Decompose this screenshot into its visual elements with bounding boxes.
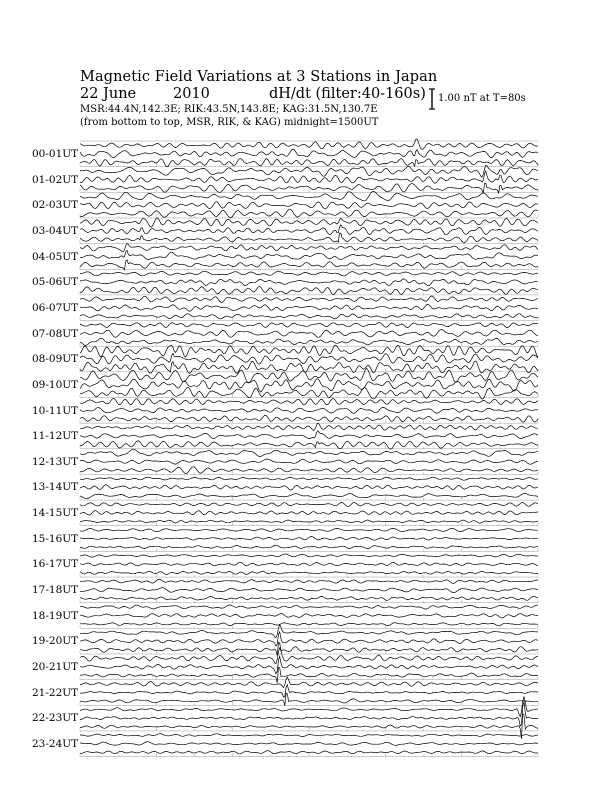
trace-rik — [80, 330, 538, 338]
trace-rik — [80, 459, 538, 464]
trace-kag — [80, 192, 538, 201]
hour-label: 16-17UT — [32, 558, 79, 571]
hour-label: 09-10UT — [32, 378, 79, 391]
hour-label: 12-13UT — [32, 455, 79, 468]
hour-label: 14-15UT — [32, 507, 79, 520]
trace-kag — [80, 296, 538, 303]
hour-label: 18-19UT — [32, 609, 79, 622]
hour-label: 00-01UT — [32, 148, 79, 160]
hour-label: 08-09UT — [32, 353, 79, 366]
hour-label: 23-24UT — [32, 737, 79, 750]
trace-rik — [80, 511, 538, 516]
hour-label: 22-23UT — [32, 712, 79, 725]
trace-rik — [80, 742, 538, 746]
trace-rik — [80, 353, 538, 364]
trace-kag — [80, 165, 538, 177]
trace-rik — [80, 171, 538, 183]
scale-label: 1.00 nT at T=80s — [438, 93, 526, 104]
trace-rik — [80, 250, 538, 259]
hour-label: 01-02UT — [32, 173, 79, 186]
trace-rik — [80, 485, 538, 490]
trace-kag — [80, 218, 538, 227]
trace-rik — [80, 279, 538, 286]
trace-rik — [80, 407, 538, 413]
hour-label: 10-11UT — [32, 404, 79, 417]
trace-kag — [80, 345, 538, 357]
hour-label: 05-06UT — [32, 276, 79, 289]
trace-kag — [80, 323, 538, 328]
trace-rik — [80, 632, 538, 646]
trace-kag — [80, 605, 538, 609]
hour-label: 06-07UT — [32, 301, 79, 314]
trace-rik — [80, 614, 538, 618]
trace-rik — [80, 562, 538, 566]
trace-kag — [80, 734, 538, 737]
trace-msr — [80, 667, 538, 683]
trace-kag — [80, 139, 538, 150]
trace-rik — [80, 588, 538, 593]
chart-title: Magnetic Field Variations at 3 Stations in Japan — [80, 69, 438, 85]
trace-rik — [80, 149, 538, 158]
hour-label: 21-22UT — [32, 686, 79, 699]
hour-label: 20-21UT — [32, 661, 79, 673]
hour-label: 04-05UT — [32, 250, 79, 263]
trace-kag — [80, 399, 538, 406]
trace-order-note: (from bottom to top, MSR, RIK, & KAG) midnight=1500UT — [80, 117, 379, 128]
trace-rik — [80, 379, 538, 392]
hour-label: 02-03UT — [32, 199, 79, 212]
trace-kag — [80, 423, 538, 430]
trace-kag — [80, 449, 538, 456]
hour-label: 03-04UT — [32, 224, 79, 237]
chart-date: 22 June — [80, 86, 137, 102]
hour-label: 19-20UT — [32, 635, 79, 648]
trace-kag — [80, 477, 538, 480]
hour-label: 15-16UT — [32, 532, 79, 545]
trace-msr — [80, 596, 538, 600]
trace-rik — [80, 304, 538, 311]
trace-kag — [80, 502, 538, 506]
trace-kag — [80, 579, 538, 583]
hour-label: 07-08UT — [32, 327, 79, 340]
trace-kag — [80, 554, 538, 557]
hour-label: 13-14UT — [32, 481, 79, 494]
station-coordinates: MSR:44.4N,142.3E; RIK:43.5N,143.8E; KAG:31.5N,130.7E — [80, 104, 378, 115]
trace-kag — [80, 243, 538, 252]
trace-rik — [80, 431, 538, 439]
trace-rik — [80, 537, 538, 541]
trace-rik — [80, 225, 538, 235]
trace-rik — [80, 685, 538, 697]
hour-label: 17-18UT — [32, 584, 79, 597]
hour-label: 11-12UT — [32, 430, 79, 443]
chart-quantity-filter: dH/dt (filter:40-160s) — [269, 86, 426, 102]
trace-kag — [80, 528, 538, 531]
chart-year: 2010 — [173, 86, 210, 102]
trace-rik — [80, 202, 538, 209]
trace-kag — [80, 271, 538, 276]
